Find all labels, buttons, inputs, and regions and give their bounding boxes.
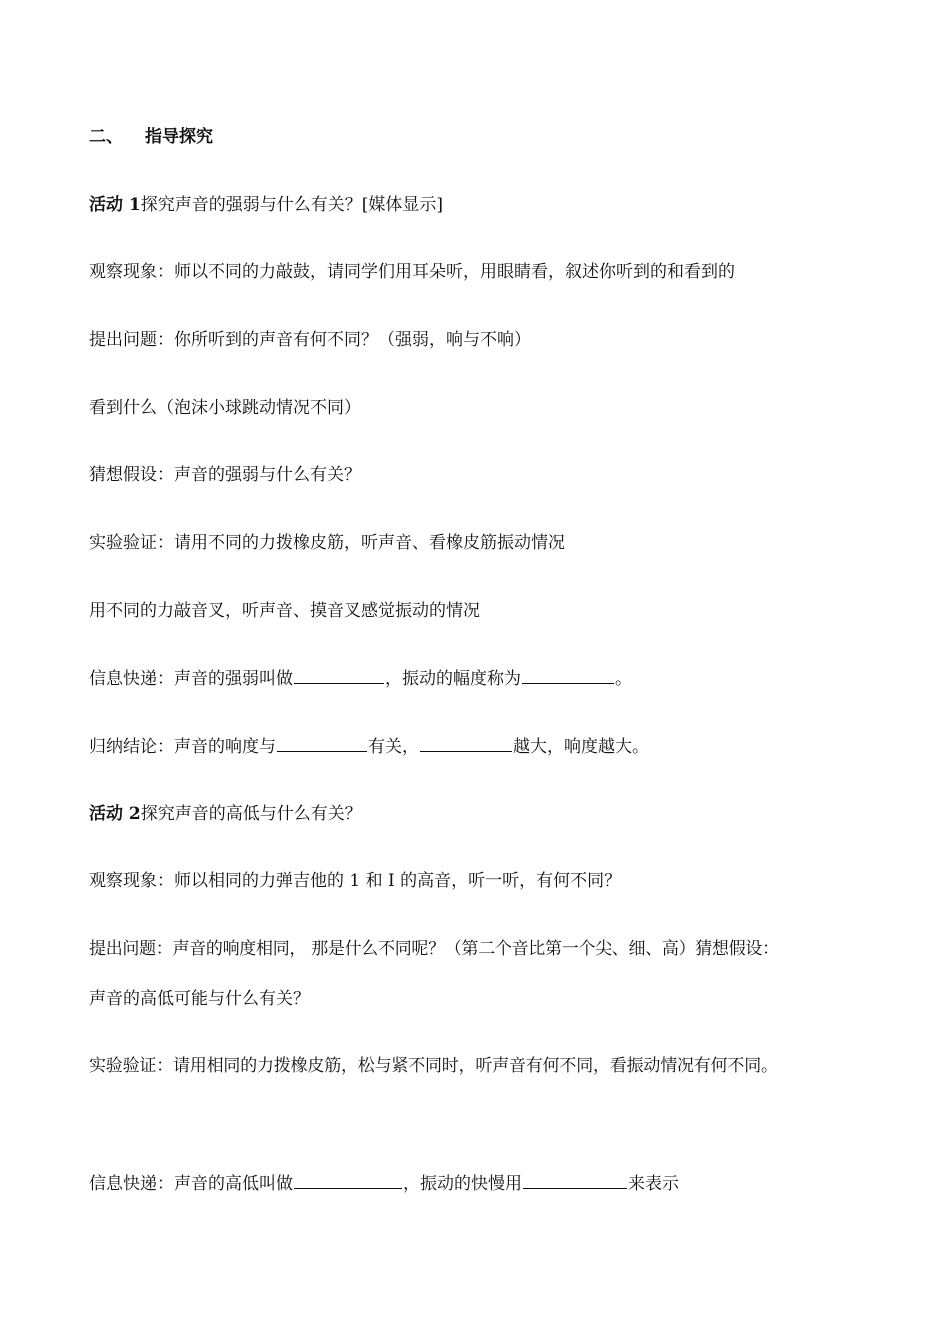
activity1-hypothesis: 猜想假设：声音的强弱与什么有关？ (89, 465, 361, 485)
activity1-title: 探究声音的强弱与什么有关？[媒体显示] (140, 195, 444, 215)
fill-blank[interactable] (522, 667, 614, 684)
activity2-info-text-a: 信息快递：声音的高低叫做 (89, 1174, 293, 1194)
activity2-info-text-b: ，振动的快慢用 (403, 1174, 522, 1194)
activity1-experiment2: 用不同的力敲音叉，听声音、摸音叉感觉振动的情况 (89, 601, 480, 621)
activity1-label: 活动 1 (89, 195, 141, 215)
activity1-info-text-c: 。 (615, 669, 632, 689)
activity1-conclusion-text-b: 有关， (368, 737, 419, 757)
activity2-question-line2: 声音的高低可能与什么有关？ (89, 989, 310, 1009)
section-heading (89, 126, 213, 148)
activity1-info (89, 667, 632, 690)
activity1-conclusion (89, 735, 649, 758)
activity1-info-text-b: ，振动的幅度称为 (385, 669, 521, 689)
activity2-title: 探究声音的高低与什么有关？ (140, 804, 362, 824)
section-number: 二、 (89, 127, 123, 147)
fill-blank[interactable] (277, 735, 367, 752)
activity1-question: 提出问题：你所听到的声音有何不同？（强弱，响与不响） (89, 330, 531, 350)
activity1-info-text-a: 信息快递：声音的强弱叫做 (89, 669, 293, 689)
activity1-conclusion-text-a: 归纳结论：声音的响度与 (89, 737, 276, 757)
section-title: 指导探究 (145, 127, 213, 147)
activity2-observe: 观察现象：师以相同的力弹吉他的 1 和 I 的高音，听一听，有何不同？ (89, 871, 622, 891)
fill-blank[interactable] (294, 667, 384, 684)
activity1-observe: 观察现象：师以不同的力敲鼓，请同学们用耳朵听，用眼睛看，叙述你听到的和看到的 (89, 262, 735, 282)
activity1-conclusion-text-c: 越大，响度越大。 (513, 737, 649, 757)
fill-blank[interactable] (420, 735, 512, 752)
activity2-question-line1: 提出问题：声音的响度相同， 那是什么不同呢？（第二个音比第一个尖、细、高）猜想假设： (89, 939, 779, 959)
activity1-experiment: 实验验证：请用不同的力拨橡皮筋，听声音、看橡皮筋振动情况 (89, 533, 565, 553)
activity2-heading (89, 803, 362, 825)
activity1-heading (89, 194, 443, 216)
activity2-info-text-c: 来表示 (628, 1174, 679, 1194)
activity2-label: 活动 2 (89, 804, 141, 824)
activity1-seen: 看到什么（泡沫小球跳动情况不同） (89, 398, 361, 418)
activity2-info (89, 1172, 679, 1195)
fill-blank[interactable] (523, 1172, 627, 1189)
fill-blank[interactable] (294, 1172, 402, 1189)
activity2-experiment: 实验验证：请用相同的力拨橡皮筋，松与紧不同时，听声音有何不同，看振动情况有何不同。 (89, 1056, 778, 1076)
